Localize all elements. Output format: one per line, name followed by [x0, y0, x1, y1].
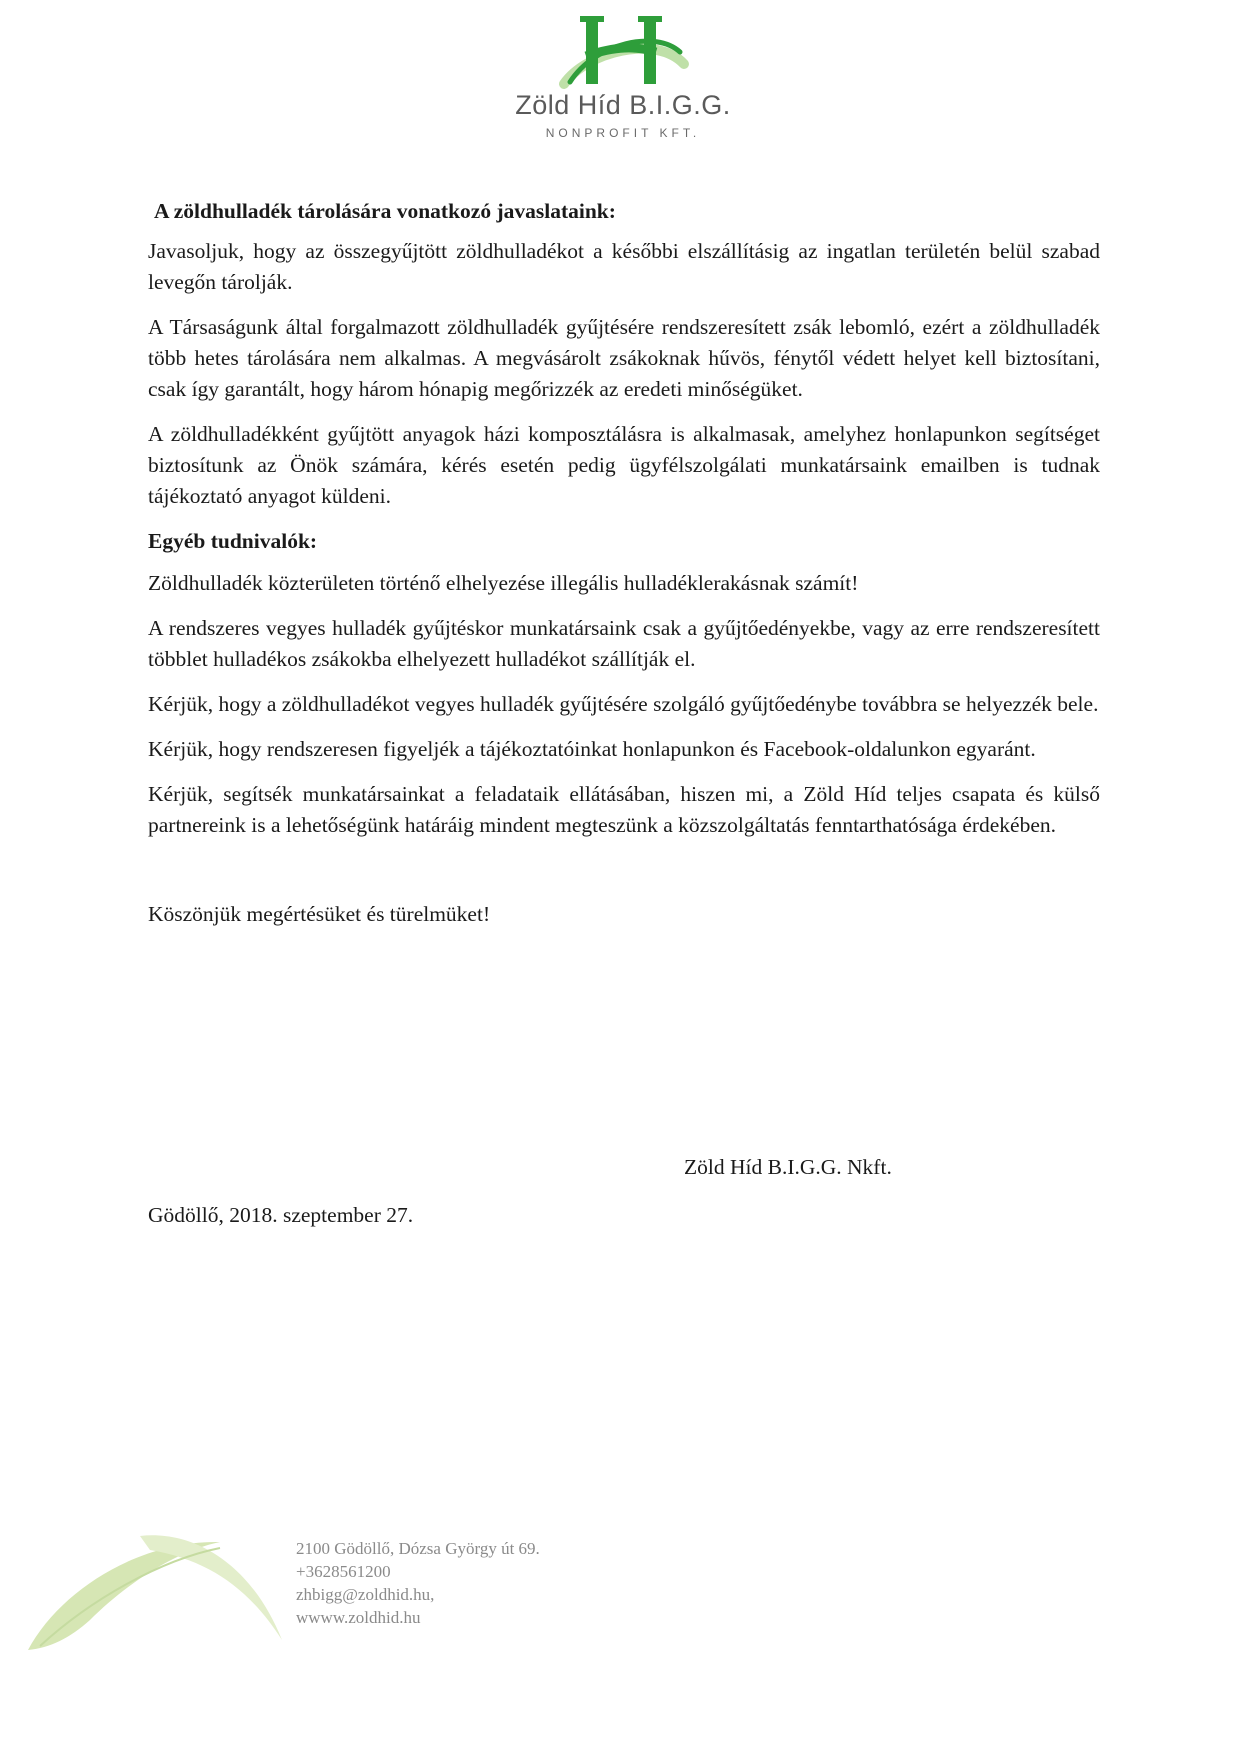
- paragraph-storage-3: A zöldhulladékként gyűjtött anyagok házi komposztálásra is alkalmasak, amelyhez honlapunkon segítséget biztosítunk az Önök számára, kérés esetén pedig ügyfélszolgálati munkatársaink emailben is tudnak tájékoztató anyagot küldeni.: [148, 422, 1100, 508]
- section-heading-storage: A zöldhulladék tárolására vonatkozó javaslataink:: [154, 199, 616, 223]
- paragraph-storage-2: A Társaságunk által forgalmazott zöldhulladék gyűjtésére rendszeresített zsák lebomló, ezért a zöldhulladék több hetes tárolására nem alkalmas. A megvásárolt zsákoknak hűvös, fénytől védett helyet kell biztosítani, csak így garantált, hogy három hónapig megőrizzék az eredeti minőségüket.: [148, 315, 1100, 401]
- thanks-line: Köszönjük megértésüket és türelmüket!: [148, 902, 491, 926]
- footer-address: 2100 Gödöllő, Dózsa György út 69.: [296, 1539, 540, 1558]
- footer-website[interactable]: wwww.zoldhid.hu: [296, 1608, 421, 1627]
- paragraph-other-2: A rendszeres vegyes hulladék gyűjtéskor munkatársaink csak a gyűjtőedényekbe, vagy az erre rendszeresített többlet hulladékos zsákokba elhelyezett hulladékot szállítják el.: [148, 616, 1100, 671]
- footer-phone: +3628561200: [296, 1562, 391, 1581]
- section-heading-other: Egyéb tudnivalók:: [148, 529, 318, 553]
- leaf-decoration-icon: [20, 1520, 290, 1660]
- footer-email[interactable]: zhbigg@zoldhid.hu,: [296, 1585, 435, 1604]
- spacer: [148, 855, 1100, 899]
- bridge-h-logo-icon: [556, 12, 690, 92]
- paragraph-other-5: Kérjük, segítsék munkatársainkat a feladataik ellátásában, hiszen mi, a Zöld Híd teljes csapata és külső partnereink is a lehetőségünk határáig mindent megteszünk a közszolgáltatás fenntarthatósága érdekében.: [148, 782, 1100, 837]
- paragraph-other-3: Kérjük, hogy a zöldhulladékot vegyes hulladék gyűjtésére szolgáló gyűjtőedénybe továbbra se helyezzék bele.: [148, 692, 1099, 716]
- signature: Zöld Híd B.I.G.G. Nkft.: [684, 1155, 892, 1179]
- logo-company-name: Zöld Híd B.I.G.G.: [515, 90, 731, 120]
- paragraph-storage-1: Javasoljuk, hogy az összegyűjtött zöldhulladékot a későbbi elszállításig az ingatlan területén belül szabad levegőn tárolják.: [148, 239, 1100, 294]
- company-logo: [498, 12, 748, 147]
- dateline: Gödöllő, 2018. szeptember 27.: [148, 1203, 414, 1227]
- paragraph-other-1: Zöldhulladék közterületen történő elhelyezése illegális hulladéklerakásnak számít!: [148, 571, 859, 595]
- footer-contact: [296, 1537, 540, 1629]
- logo-company-type: NONPROFIT KFT.: [545, 126, 701, 140]
- document-body: [148, 196, 1100, 944]
- paragraph-other-4: Kérjük, hogy rendszeresen figyeljék a tájékoztatóinkat honlapunkon és Facebook-oldalunkon egyaránt.: [148, 737, 1036, 761]
